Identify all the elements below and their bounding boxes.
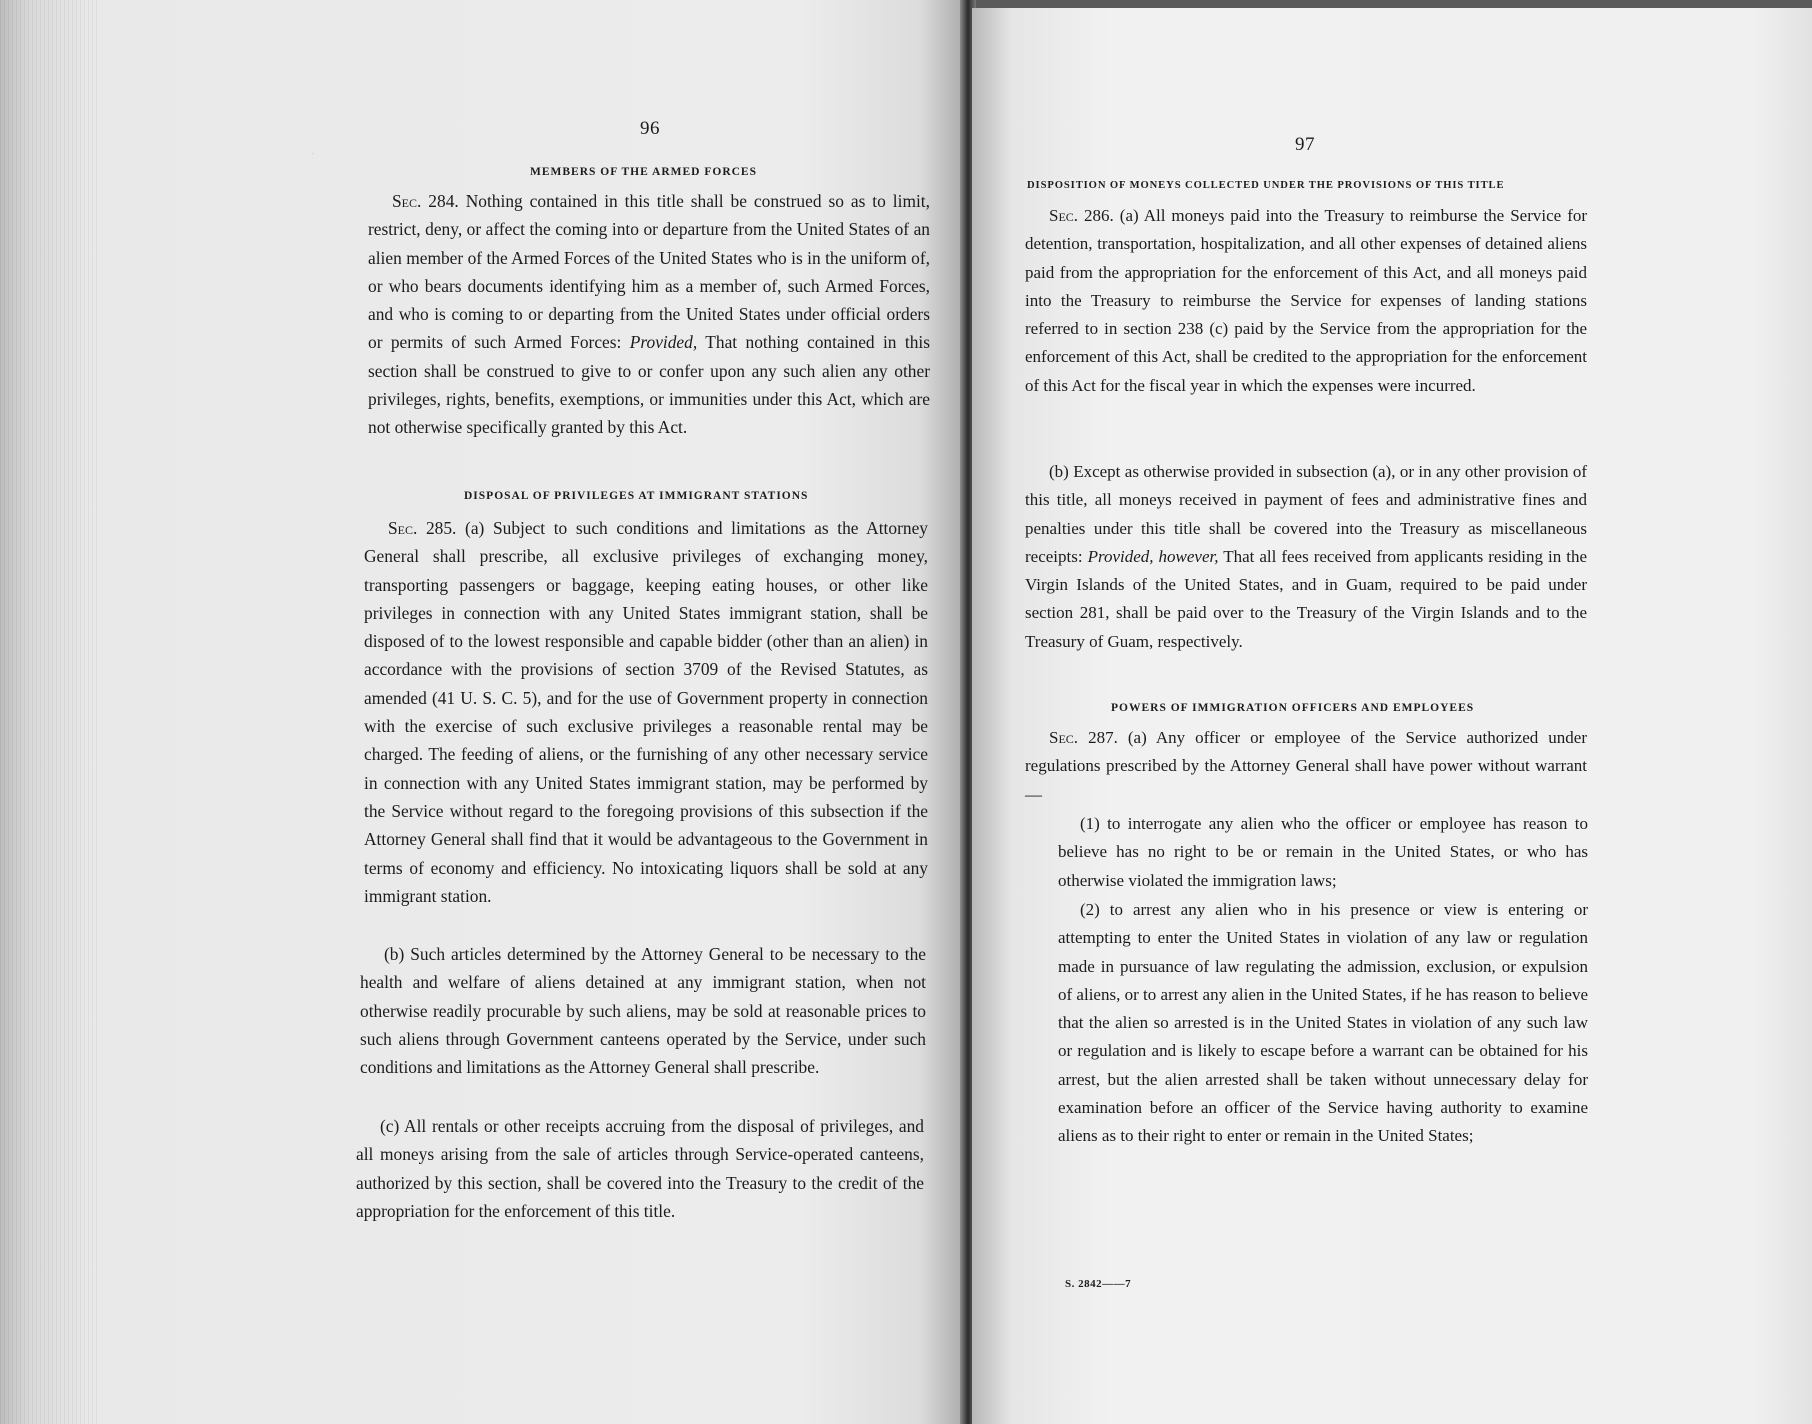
provided-clause: Provided, however, [1087, 546, 1219, 566]
page-edge-stack [0, 0, 100, 1424]
paragraph-text: Nothing contained in this title shall be construed so as to limit, restrict, deny, or affect the coming into or departure from the United States of an alien member of the Armed Forces of the United States who is in the uniform of, or who bears documents identifying him as a member of, such Armed Forces, and who is coming to or departing from the United States under official orders or permits of such Armed Forces: [368, 191, 930, 353]
section-label: Sec. 284. [392, 191, 459, 211]
section-286-paragraph-b [1025, 458, 1587, 656]
section-heading: DISPOSITION OF MONEYS COLLECTED UNDER THE PROVISIONS OF THIS TITLE [1027, 180, 1505, 191]
provided-clause: Provided, [629, 332, 698, 353]
paragraph-text: That all fees received from applicants residing in the Virgin Islands of the United States, and in Guam, required to be paid under section 281, shall be paid over to the Treasury of the Virgin Islands and to the Treasury of Guam, respectively. [1025, 546, 1587, 651]
section-285-paragraph-b: (b) Such articles determined by the Attorney General to be necessary to the health and welfare of aliens detained at any immigrant station, when not otherwise readily procurable by such aliens, may be sold at reasonable prices to such aliens through Government canteens operated by the Service, under such conditions and limitations as the Attorney General shall prescribe. [360, 944, 926, 1078]
right-page [972, 8, 1812, 1424]
section-heading: POWERS OF IMMIGRATION OFFICERS AND EMPLOYEES [1111, 702, 1475, 714]
section-287-paragraph-a [1025, 724, 1587, 809]
section-287-item-2: (2) to arrest any alien who in his presence or view is entering or attempting to enter the United States in violation of any law or regulation made in pursuance of law regulating the admission, exclusion, or expulsion of aliens, or to arrest any alien in the United States, if he has reason to believe that the alien so arrested is in the United States in violation of any such law or regulation and is likely to escape before a warrant can be obtained for his arrest, but the alien arrested shall be taken without unnecessary delay for examination before an officer of the Service having authority to examine aliens as to their right to enter or remain in the United States; [1058, 900, 1588, 1146]
paragraph-text: (a) Any officer or employee of the Service authorized under regulations prescribed by the Attorney General shall have power without warrant— [1025, 728, 1588, 804]
paragraph-text: (a) All moneys paid into the Treasury to reimburse the Service for detention, transportation, hospitalization, and all other expenses of detained aliens paid from the appropriation for the enforcement of this Act, and all moneys paid into the Treasury to reimburse the Service for expenses of landing stations referred to in section 238 (c) paid by the Service from the appropriation for the enforcement of this Act, shall be credited to the appropriation for the enforcement of this Act for the fiscal year in which the expenses were incurred. [1025, 206, 1588, 395]
section-label: Sec. 286. [1049, 206, 1114, 225]
section-286-paragraph-a [1025, 202, 1587, 400]
page-number: 96 [640, 118, 660, 139]
page-number: 97 [1295, 134, 1315, 155]
page-footer-mark: S. 2842——7 [1065, 1278, 1132, 1290]
section-label: Sec. 287. [1049, 728, 1118, 747]
section-label: Sec. 285. [388, 518, 457, 538]
show-through-text: · [310, 146, 316, 163]
section-285-paragraph-a [364, 514, 928, 910]
paragraph-text: (b) Except as otherwise provided in subsection (a), or in any other provision of this title, all moneys received in payment of fees and administrative fines and penalties under this title shall be covered into the Treasury as miscellaneous receipts: [1025, 462, 1587, 566]
section-heading: MEMBERS OF THE ARMED FORCES [530, 166, 757, 178]
paragraph-text: (a) Subject to such conditions and limitations as the Attorney General shall prescribe, all exclusive privileges of exchanging money, transporting passengers or baggage, keeping eating houses, or other like privileges in connection with any United States immigrant station, shall be disposed of to the lowest responsible and capable bidder (other than an alien) in accordance with the provisions of section 3709 of the Revised Statutes, as amended (41 U. S. C. 5), and for the use of Government property in connection with the exercise of such exclusive privileges a reasonable rental may be charged. The feeding of aliens, or the furnishing of any other necessary service in connection with any United States immigrant station, may be performed by the Service without regard to the foregoing provisions of this subsection if the Attorney General shall find that it would be advantageous to the Government in terms of economy and efficiency. No intoxicating liquors shall be sold at any immigrant station. [364, 518, 928, 906]
section-287-item-1: (1) to interrogate any alien who the officer or employee has reason to believe has no right to be or remain in the United States, or who has otherwise violated the immigration laws; [1058, 814, 1588, 890]
section-284-paragraph [368, 187, 930, 442]
paragraph-text: That nothing contained in this section shall be construed to give to or confer upon any such alien any other privileges, rights, benefits, exemptions, or immunities under this Act, which are not otherwise specifically granted by this Act. [368, 332, 930, 438]
section-heading: DISPOSAL OF PRIVILEGES AT IMMIGRANT STATIONS [464, 490, 809, 502]
section-285-paragraph-c: (c) All rentals or other receipts accruing from the disposal of privileges, and all moneys arising from the sale of articles through Service-operated canteens, authorized by this section, shall be covered into the Treasury to the credit of the appropriation for the enforcement of this title. [356, 1116, 924, 1221]
